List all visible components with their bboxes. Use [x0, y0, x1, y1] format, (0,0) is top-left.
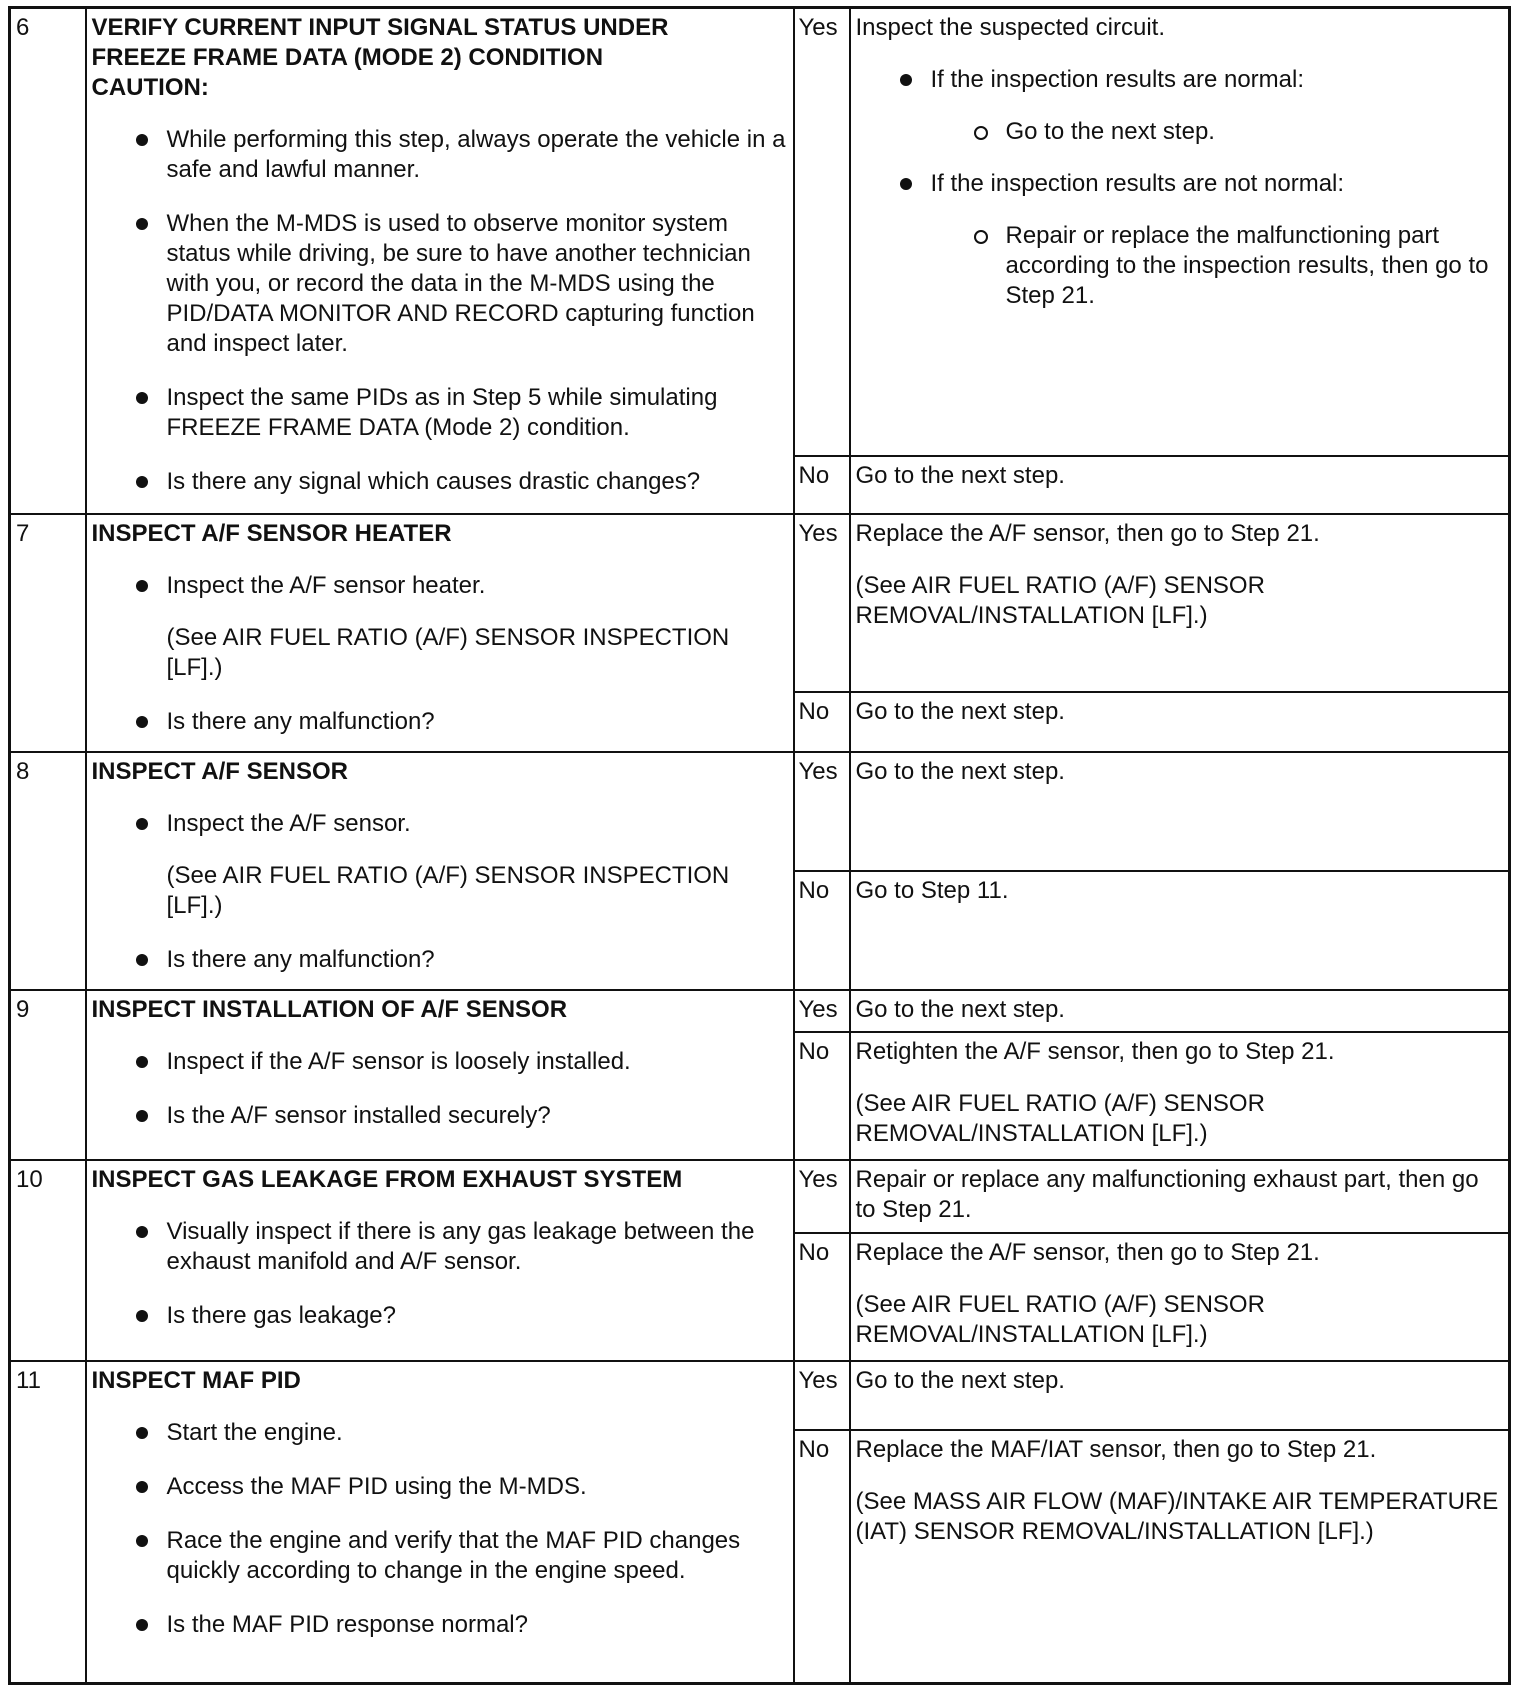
action-text: Inspect the suspected circuit.	[855, 14, 1165, 41]
answer-label: No	[794, 1430, 850, 1684]
action-cell	[850, 8, 1510, 456]
step-8-yes-row	[10, 752, 1510, 871]
action-text: Go to the next step.	[855, 995, 1065, 1023]
answer-label: No	[794, 692, 850, 752]
inspection-cell	[86, 990, 794, 1160]
step-title: INSPECT MAF PID	[91, 1366, 301, 1394]
list-item: Race the engine and verify that the MAF PID changes quickly according to change in the engine speed.	[92, 1526, 787, 1586]
action-cell	[850, 871, 1510, 990]
action-text: Go to the next step.	[855, 757, 1065, 785]
step-number: 11	[10, 1361, 86, 1684]
list-item: Is the A/F sensor installed securely?	[92, 1101, 787, 1131]
list-item: Is there any signal which causes drastic changes?	[92, 467, 787, 497]
answer-label: Yes	[794, 1361, 850, 1430]
step-number: 8	[10, 752, 86, 990]
list-item: Inspect the A/F sensor heater. (See AIR FUEL RATIO (A/F) SENSOR INSPECTION [LF].)	[92, 571, 787, 683]
action-cell	[850, 1361, 1510, 1430]
bullet-list	[92, 1418, 787, 1640]
reference-text: (See AIR FUEL RATIO (A/F) SENSOR REMOVAL/INSTALLATION [LF].)	[855, 1089, 1265, 1147]
list-item: Access the MAF PID using the M-MDS.	[92, 1472, 787, 1502]
step-11-yes-row	[10, 1361, 1510, 1430]
step-6-yes-row	[10, 8, 1510, 456]
reference-text: (See MASS AIR FLOW (MAF)/INTAKE AIR TEMPERATURE (IAT) SENSOR REMOVAL/INSTALLATION [LF].)	[855, 1487, 1499, 1545]
condition-list	[856, 65, 1503, 311]
action-cell	[850, 514, 1510, 692]
action-text: Repair or replace any malfunctioning exhaust part, then go to Step 21.	[855, 1165, 1479, 1223]
step-number: 10	[10, 1160, 86, 1361]
list-item: Inspect the same PIDs as in Step 5 while simulating FREEZE FRAME DATA (Mode 2) condition.	[92, 383, 787, 443]
bullet-list	[92, 1217, 787, 1331]
inspection-cell	[86, 1361, 794, 1684]
answer-label: No	[794, 456, 850, 514]
reference-text: (See AIR FUEL RATIO (A/F) SENSOR INSPECTION [LF].)	[166, 623, 730, 681]
action-text: Replace the MAF/IAT sensor, then go to Step 21.	[855, 1435, 1377, 1463]
action-cell	[850, 990, 1510, 1032]
action-text: Replace the A/F sensor, then go to Step 21.	[855, 1238, 1320, 1266]
list-item: When the M-MDS is used to observe monitor system status while driving, be sure to have another technician with you, or record the data in the M-MDS using the PID/DATA MONITOR AND RECORD capturing function and inspect later.	[92, 209, 787, 359]
action-cell	[850, 752, 1510, 871]
bullet-list	[92, 809, 787, 975]
step-title: INSPECT A/F SENSOR HEATER	[91, 519, 452, 547]
action-cell	[850, 456, 1510, 514]
list-item: Start the engine.	[92, 1418, 787, 1448]
step-number: 9	[10, 990, 86, 1160]
action-cell	[850, 1160, 1510, 1233]
action-text: Go to the next step.	[855, 697, 1065, 725]
action-text: Go to the next step.	[855, 461, 1065, 489]
answer-label: Yes	[794, 514, 850, 692]
inspection-cell	[86, 1160, 794, 1361]
inspection-cell	[86, 514, 794, 752]
action-text: Go to the next step.	[855, 1366, 1065, 1394]
list-item: Is there any malfunction?	[92, 945, 787, 975]
list-item: While performing this step, always operate the vehicle in a safe and lawful manner.	[92, 125, 787, 185]
list-item: Visually inspect if there is any gas leakage between the exhaust manifold and A/F sensor.	[92, 1217, 787, 1277]
step-title: INSPECT A/F SENSOR	[91, 757, 348, 785]
action-text: Replace the A/F sensor, then go to Step 21.	[855, 519, 1320, 547]
action-cell	[850, 1032, 1510, 1160]
step-10-yes-row	[10, 1160, 1510, 1233]
action-cell	[850, 692, 1510, 752]
answer-label: Yes	[794, 8, 850, 456]
step-7-yes-row	[10, 514, 1510, 692]
answer-label: Yes	[794, 1160, 850, 1233]
action-text: Go to Step 11.	[855, 876, 1009, 904]
answer-label: Yes	[794, 990, 850, 1032]
step-title: INSPECT GAS LEAKAGE FROM EXHAUST SYSTEM	[91, 1165, 683, 1193]
inspection-cell	[86, 8, 794, 514]
action-cell	[850, 1233, 1510, 1361]
list-item: Inspect the A/F sensor. (See AIR FUEL RATIO (A/F) SENSOR INSPECTION [LF].)	[92, 809, 787, 921]
answer-label: No	[794, 1233, 850, 1361]
list-item: If the inspection results are not normal: Repair or replace the malfunctioning part according to the inspection results, then go to Step 21.	[856, 169, 1503, 311]
step-9-yes-row	[10, 990, 1510, 1032]
answer-label: No	[794, 1032, 850, 1160]
step-title: INSPECT INSTALLATION OF A/F SENSOR	[91, 995, 568, 1023]
reference-text: (See AIR FUEL RATIO (A/F) SENSOR REMOVAL/INSTALLATION [LF].)	[855, 1290, 1265, 1348]
diagnostic-procedure-table	[8, 6, 1511, 1685]
answer-label: Yes	[794, 752, 850, 871]
bullet-list	[92, 571, 787, 737]
answer-label: No	[794, 871, 850, 990]
step-number: 6	[10, 8, 86, 514]
action-text: Retighten the A/F sensor, then go to Step 21.	[855, 1037, 1335, 1065]
bullet-list	[92, 1047, 787, 1131]
list-item: Is the MAF PID response normal?	[92, 1610, 787, 1640]
reference-text: (See AIR FUEL RATIO (A/F) SENSOR INSPECTION [LF].)	[166, 861, 730, 919]
step-title: VERIFY CURRENT INPUT SIGNAL STATUS UNDER FREEZE FRAME DATA (MODE 2) CONDITION CAUTION:	[91, 14, 669, 101]
inspection-cell	[86, 752, 794, 990]
list-item: Is there gas leakage?	[92, 1301, 787, 1331]
action-cell	[850, 1430, 1510, 1684]
list-item: Inspect if the A/F sensor is loosely installed.	[92, 1047, 787, 1077]
list-item: Is there any malfunction?	[92, 707, 787, 737]
reference-text: (See AIR FUEL RATIO (A/F) SENSOR REMOVAL/INSTALLATION [LF].)	[855, 571, 1265, 629]
step-number: 7	[10, 514, 86, 752]
sub-list-item: Repair or replace the malfunctioning part according to the inspection results, then go to Step 21.	[931, 221, 1503, 311]
list-item: If the inspection results are normal: Go to the next step.	[856, 65, 1503, 147]
bullet-list	[92, 125, 787, 497]
sub-list-item: Go to the next step.	[931, 117, 1503, 147]
